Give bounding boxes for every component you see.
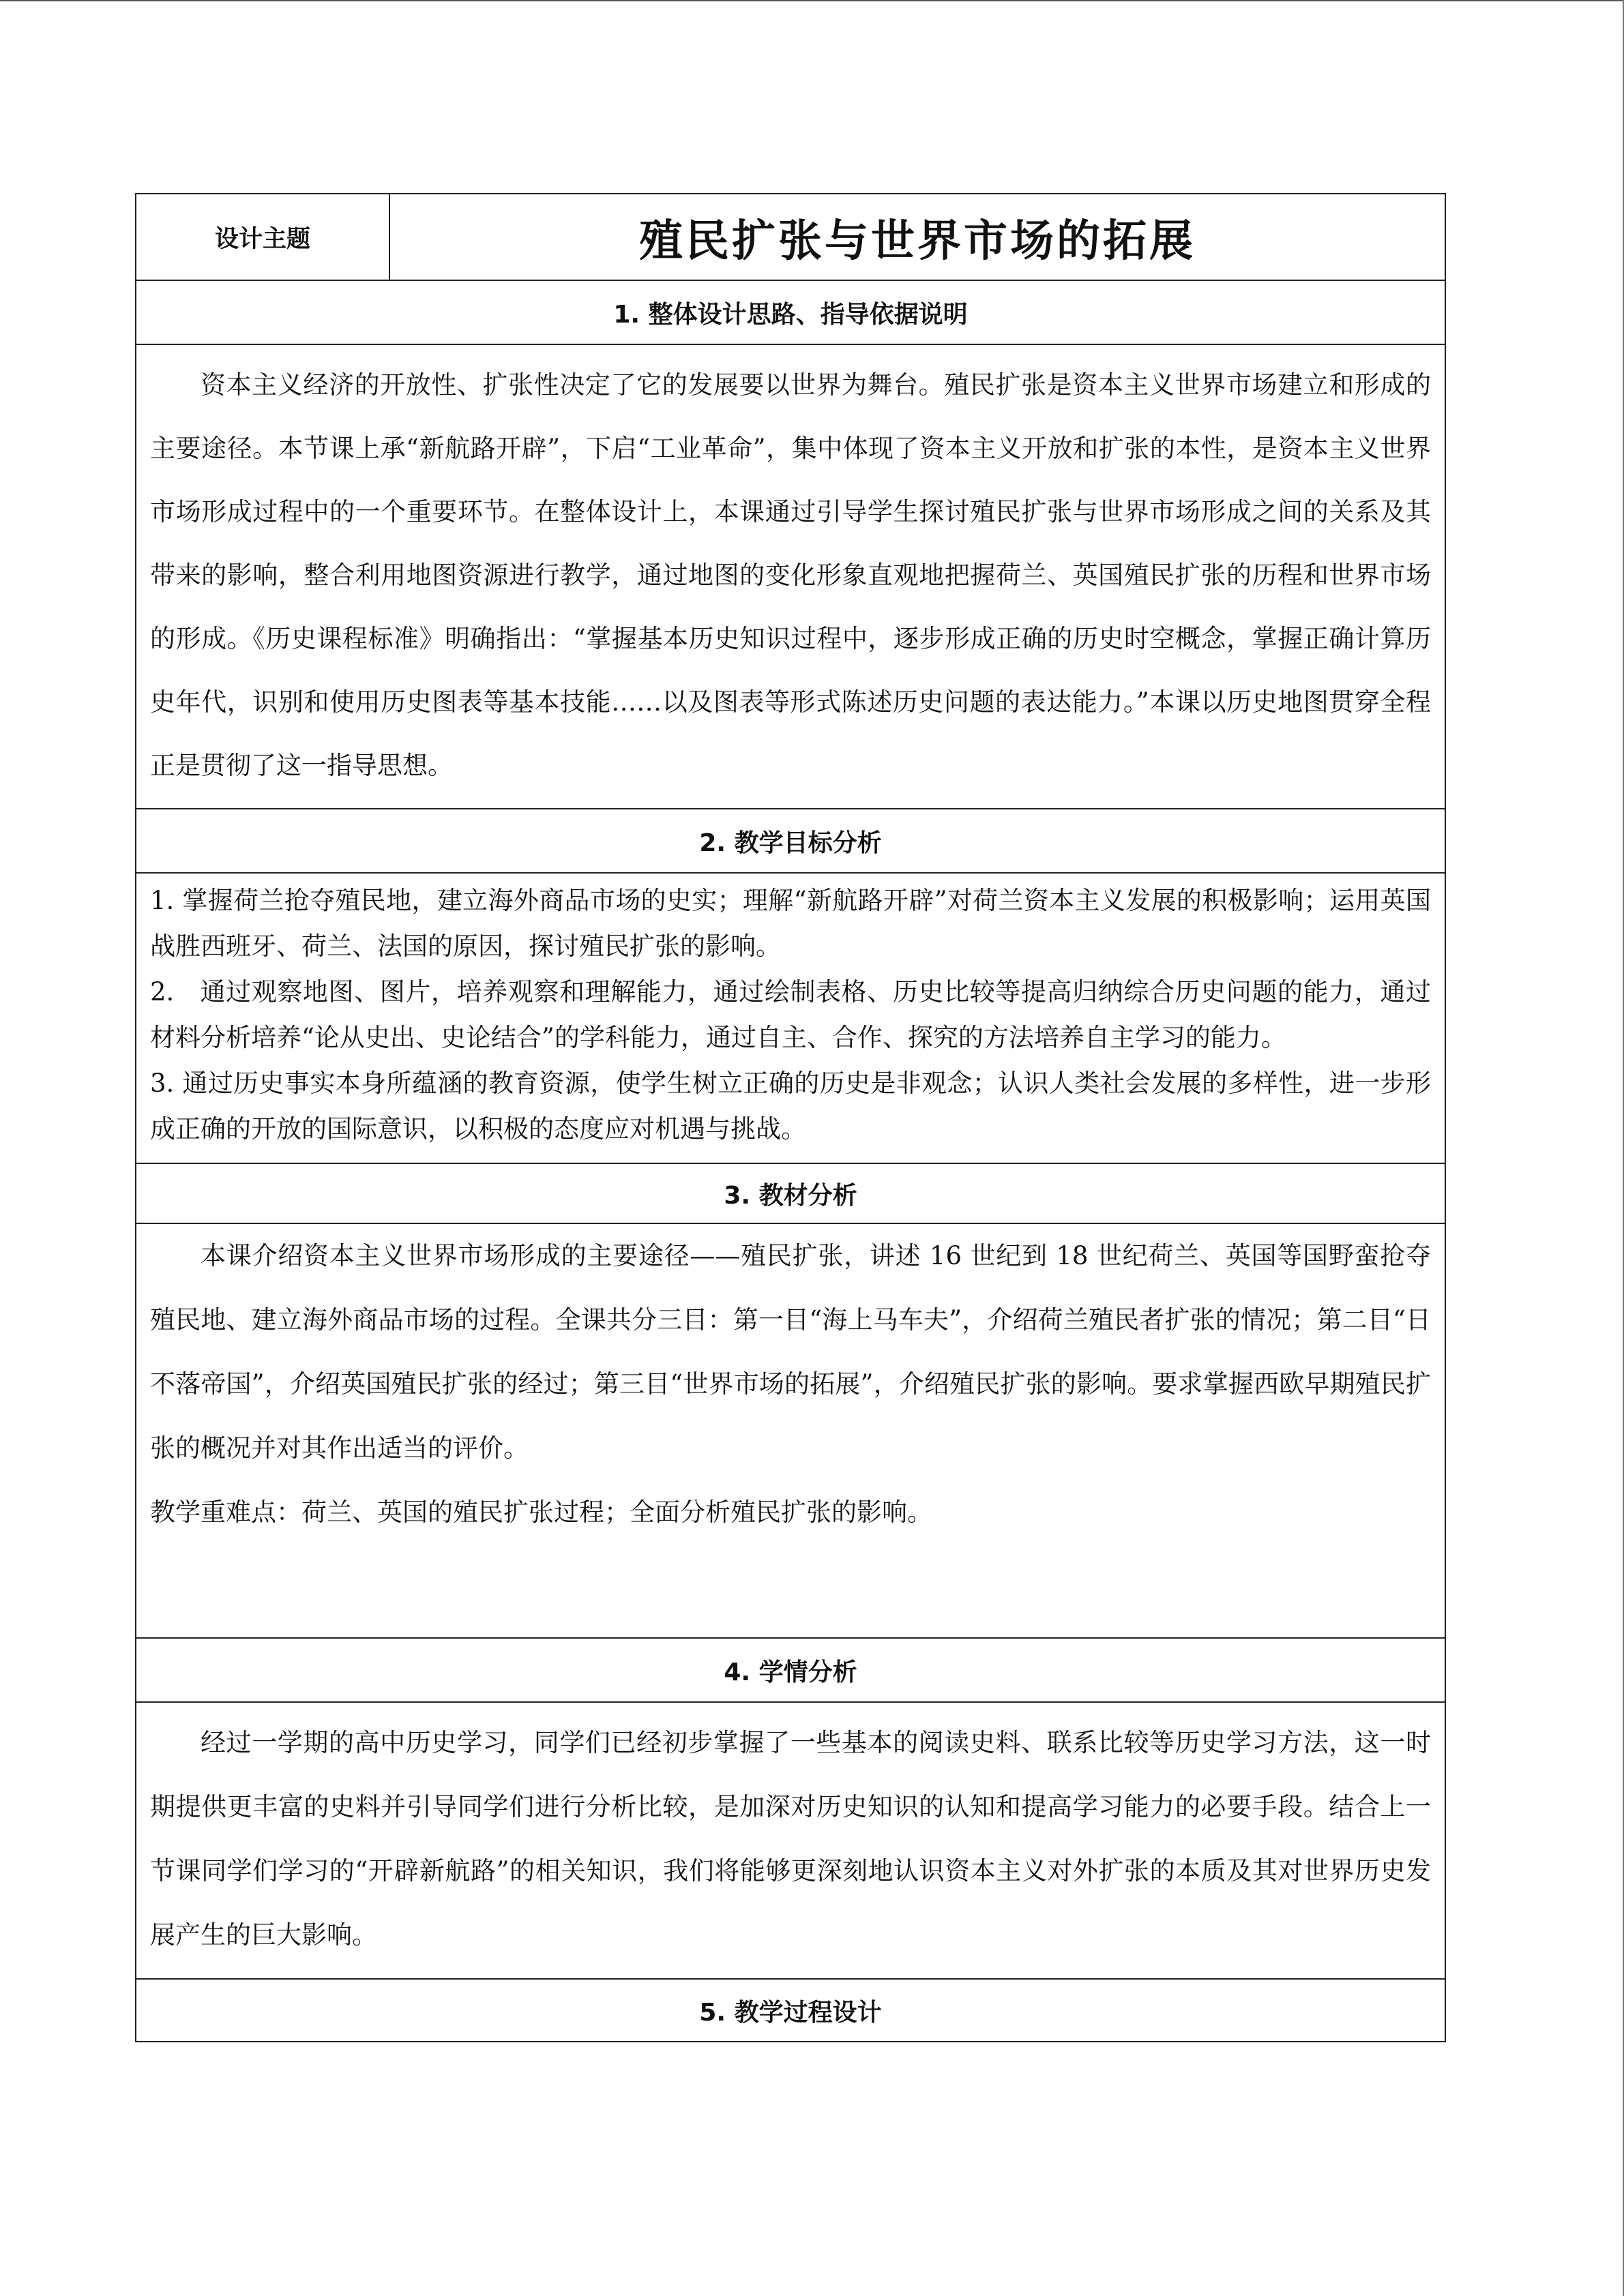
section-5-heading-row [136, 1979, 1445, 2042]
textbook-analysis-text: 本课介绍资本主义世界市场形成的主要途径——殖民扩张，讲述 16 世纪到 18 世纪荷兰、英国等国野蛮抢夺殖民地、建立海外商品市场的过程。全课共分三目：第一目“海上马车夫”，介绍荷兰殖民者扩张的情况；第二目“日不落帝国”，介绍英国殖民扩张的经过；第三目“世界市场的拓展”，介绍殖民扩张的影响。要求掌握西欧早期殖民扩张的概况并对其作出适当的评价。 [150, 1241, 1431, 1463]
design-rationale-text: 资本主义经济的开放性、扩张性决定了它的发展要以世界为舞台。殖民扩张是资本主义世界市场建立和形成的主要途径。本节课上承“新航路开辟”，下启“工业革命”，集中体现了资本主义开放和扩张的本性，是资本主义世界市场形成过程中的一个重要环节。在整体设计上，本课通过引导学生探讨殖民扩张与世界市场形成之间的关系及其带来的影响，整合利用地图资源进行教学，通过地图的变化形象直观地把握荷兰、英国殖民扩张的历程和世界市场的形成。《历史课程标准》明确指出：“掌握基本历史知识过程中，逐步形成正确的历史时空概念，掌握正确计算历史年代，识别和使用历史图表等基本技能……以及图表等形式陈述历史问题的表达能力。”本课以历史地图贯穿全程正是贯彻了这一指导思想。 [150, 370, 1431, 780]
lesson-design-table [135, 193, 1446, 2042]
section-4-heading: 4. 学情分析 [136, 1638, 1445, 1702]
page-top-border [0, 0, 1624, 1]
objective-item: 2. 通过观察地图、图片，培养观察和理解能力，通过绘制表格、历史比较等提高归纳综合历史问题的能力，通过材料分析培养“论从史出、史论结合”的学科能力，通过自主、合作、探究的方法培养自主学习的能力。 [150, 977, 1431, 1052]
section-1-heading: 1. 整体设计思路、指导依据说明 [136, 280, 1445, 344]
section-1-heading-row [136, 280, 1445, 344]
section-2-heading: 2. 教学目标分析 [136, 809, 1445, 873]
section-1-body [136, 344, 1445, 809]
blank-space [150, 1545, 1431, 1626]
section-2-body-row [136, 873, 1445, 1163]
section-2-body [136, 873, 1445, 1163]
theme-label: 设计主题 [136, 194, 389, 280]
section-3-heading-row [136, 1163, 1445, 1223]
key-difficult-points: 教学重难点：荷兰、英国的殖民扩张过程；全面分析殖民扩张的影响。 [150, 1497, 932, 1527]
section-5-heading: 5. 教学过程设计 [136, 1979, 1445, 2042]
section-1-body-row [136, 344, 1445, 809]
section-3-heading: 3. 教材分析 [136, 1163, 1445, 1223]
section-4-body-row [136, 1702, 1445, 1979]
lesson-title: 殖民扩张与世界市场的拓展 [389, 194, 1445, 280]
theme-row [136, 194, 1445, 280]
objective-item: 3. 通过历史事实本身所蕴涵的教育资源，使学生树立正确的历史是非观念；认识人类社会发展的多样性，进一步形成正确的开放的国际意识，以积极的态度应对机遇与挑战。 [150, 1069, 1431, 1144]
section-4-body [136, 1702, 1445, 1979]
objective-item: 1. 掌握荷兰抢夺殖民地，建立海外商品市场的史实；理解“新航路开辟”对荷兰资本主义发展的积极影响；运用英国战胜西班牙、荷兰、法国的原因，探讨殖民扩张的影响。 [150, 886, 1431, 961]
section-3-body [136, 1223, 1445, 1638]
section-3-body-row [136, 1223, 1445, 1638]
section-4-heading-row [136, 1638, 1445, 1702]
section-2-heading-row [136, 809, 1445, 873]
learner-analysis-text: 经过一学期的高中历史学习，同学们已经初步掌握了一些基本的阅读史料、联系比较等历史学习方法，这一时期提供更丰富的史料并引导同学们进行分析比较，是加深对历史知识的认知和提高学习能力的必要手段。结合上一节课同学们学习的“开辟新航路”的相关知识，我们将能够更深刻地认识资本主义对外扩张的本质及其对世界历史发展产生的巨大影响。 [150, 1728, 1431, 1950]
